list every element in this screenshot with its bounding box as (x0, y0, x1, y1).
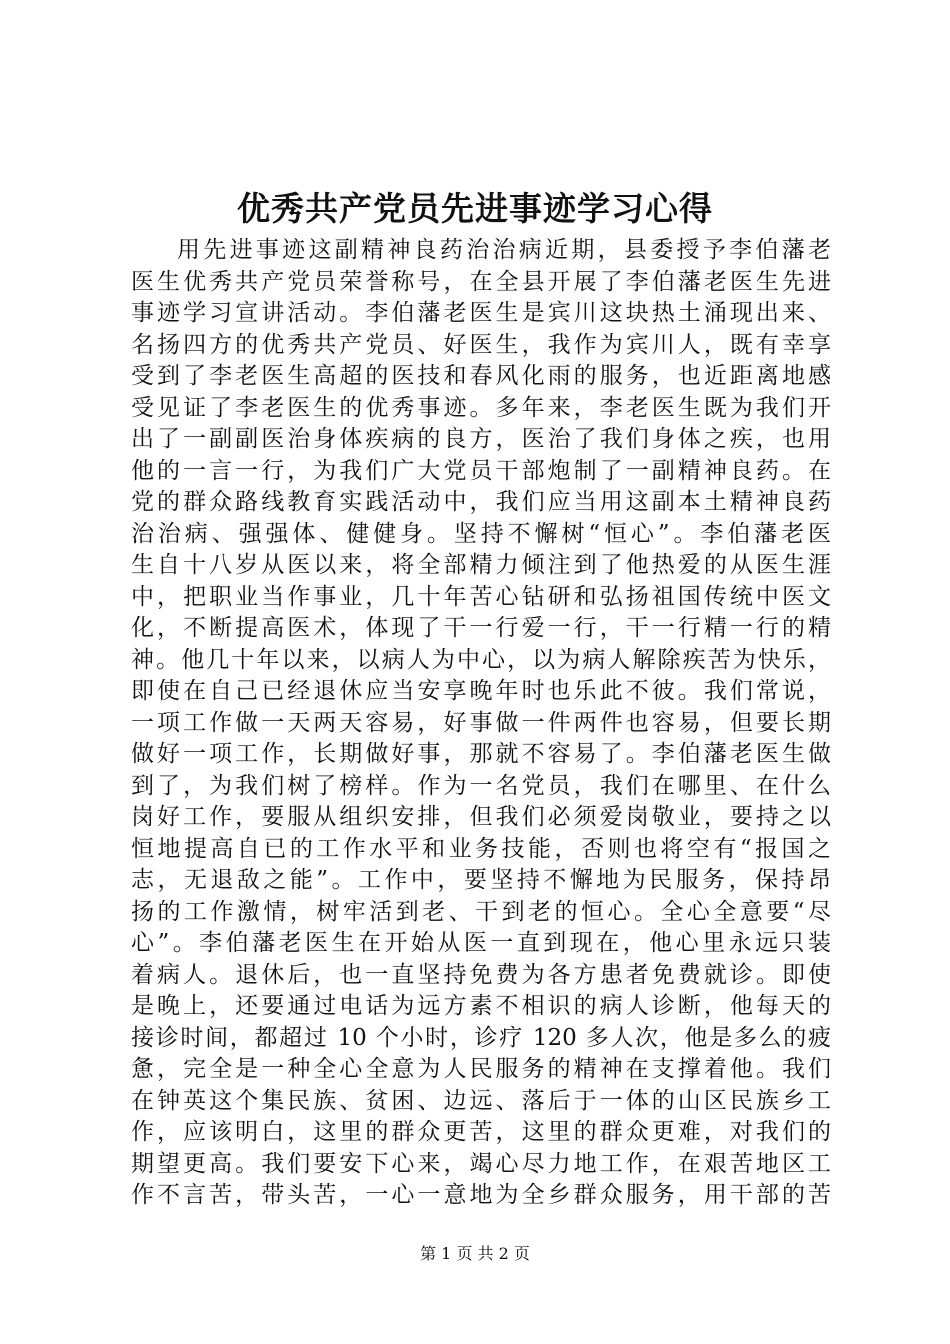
body-line: 名扬四方的优秀共产党员、好医生，我作为宾川人，既有幸享 (131, 331, 831, 358)
body-line: 志，无退敌之能”。工作中，要坚持不懈地为民服务，保持昂 (131, 867, 831, 893)
body-line: 期望更高。我们要安下心来，竭心尽力地工作，在艰苦地区工 (131, 1150, 831, 1177)
body-line: 扬的工作激情，树牢活到老、干到老的恒心。全心全意要“尽 (131, 898, 831, 925)
body-line: 事迹学习宣讲活动。李伯藩老医生是宾川这块热土涌现出来、 (131, 300, 831, 326)
body-line: 化，不断提高医术，体现了干一行爱一行，干一行精一行的精 (131, 615, 831, 641)
body-line: 受见证了李老医生的优秀事迹。多年来，李老医生既为我们开 (131, 394, 831, 421)
body-line: 用先进事迹这副精神良药治治病近期，县委授予李伯藩老 (177, 237, 831, 263)
body-line: 恒地提高自已的工作水平和业务技能，否则也将空有“报国之 (131, 835, 831, 862)
body-line: 接诊时间，都超过 10 个小时，诊疗 120 多人次，他是多么的疲 (131, 1024, 831, 1051)
body-line: 作，应该明白，这里的群众更苦，这里的群众更难，对我们的 (131, 1119, 831, 1145)
body-line: 生自十八岁从医以来，将全部精力倾注到了他热爱的从医生涯 (131, 552, 831, 578)
body-line: 他的一言一行，为我们广大党员干部炮制了一副精神良药。在 (131, 457, 831, 484)
body-line: 出了一副副医治身体疾病的良方，医治了我们身体之疾，也用 (131, 426, 831, 452)
body-line: 中，把职业当作事业，几十年苦心钻研和弘扬祖国传统中医文 (131, 583, 831, 610)
body-line: 是晚上，还要通过电话为远方素不相识的病人诊断，他每天的 (131, 993, 831, 1019)
body-line: 做好一项工作，长期做好事，那就不容易了。李伯藩老医生做 (131, 741, 831, 767)
body-line: 受到了李老医生高超的医技和春风化雨的服务，也近距离地感 (131, 363, 831, 389)
body-line: 惫，完全是一种全心全意为人民服务的精神在支撑着他。我们 (131, 1056, 831, 1082)
body-line: 作不言苦，带头苦，一心一意地为全乡群众服务，用干部的苦 (131, 1182, 831, 1208)
body-line: 心”。李伯藩老医生在开始从医一直到现在，他心里永远只装 (131, 930, 831, 956)
body-line: 治治病、强强体、健健身。坚持不懈树“恒心”。李伯藩老医 (131, 520, 831, 547)
body-line: 到了，为我们树了榜样。作为一名党员，我们在哪里、在什么 (131, 772, 831, 799)
body-line: 即使在自己已经退休应当安享晚年时也乐此不彼。我们常说， (131, 678, 831, 704)
document-title: 优秀共产党员先进事迹学习心得 (237, 189, 713, 228)
body-line: 党的群众路线教育实践活动中，我们应当用这副本土精神良药 (131, 489, 831, 515)
body-line: 神。他几十年以来，以病人为中心，以为病人解除疾苦为快乐， (131, 646, 831, 673)
body-line: 在钟英这个集民族、贫困、边远、落后于一体的山区民族乡工 (131, 1087, 831, 1114)
body-line: 一项工作做一天两天容易，好事做一件两件也容易，但要长期 (131, 709, 831, 736)
document-body (131, 235, 831, 1212)
body-line: 岗好工作，要服从组织安排，但我们必须爱岗敬业，要持之以 (131, 804, 831, 830)
body-line: 医生优秀共产党员荣誉称号，在全县开展了李伯藩老医生先进 (131, 268, 831, 295)
body-line: 着病人。退休后，也一直坚持免费为各方患者免费就诊。即使 (131, 961, 831, 988)
page-number: 第 1 页 共 2 页 (420, 1244, 530, 1263)
